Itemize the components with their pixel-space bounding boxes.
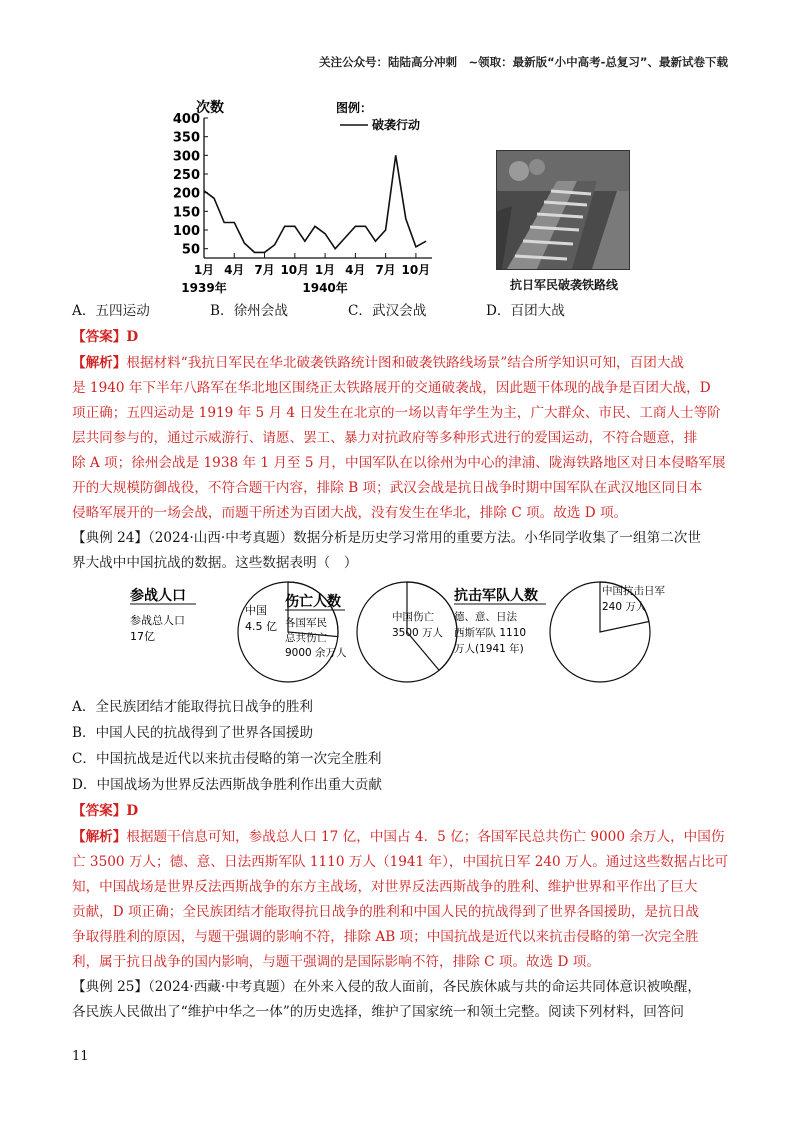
q23-choice-a[interactable]: A．五四运动 bbox=[72, 303, 150, 319]
pie3-slice-label-1: 中国抗击日军 bbox=[602, 585, 665, 597]
y-tick-label: 300 bbox=[172, 149, 200, 165]
y-tick-label: 250 bbox=[172, 168, 200, 183]
pie2-side-label-1: 各国军民 bbox=[285, 617, 327, 629]
q23-analysis-line: 项正确；五四运动是 1919 年 5 月 4 日发生在北京的一场以青年学生为主，广大群众、市民、工商人士等阶 bbox=[72, 405, 721, 421]
q24-choice-a[interactable]: A．全民族团结才能取得抗日战争的胜利 bbox=[72, 699, 313, 715]
pie2-slice-label-2: 3500 万人 bbox=[392, 627, 444, 639]
pie3-side-label-1: 德、意、日法 bbox=[454, 611, 517, 623]
pie1-slice-label-1: 中国 bbox=[245, 604, 267, 617]
pie2-side-label-2: 总共伤亡 bbox=[285, 632, 327, 644]
y-ticks bbox=[173, 112, 208, 258]
x-tick-label: 7月 bbox=[375, 263, 396, 277]
legend-title: 图例： bbox=[336, 101, 373, 115]
q25-stem-line: 各民族人民做出了“维护中华之一体”的历史选择，维护了国家统一和领土完整。阅读下列材料，回答问 bbox=[72, 1004, 685, 1020]
y-tick-label: 50 bbox=[181, 242, 200, 258]
q24-choice-c[interactable]: C．中国抗战是近代以来抗击侵略的第一次完全胜利 bbox=[72, 751, 382, 767]
x-tick-label: 7月 bbox=[254, 263, 275, 277]
y-axis-label: 次数 bbox=[196, 100, 224, 116]
railway-sabotage-photo bbox=[496, 150, 630, 270]
pie3-side-label-3: 万人(1941 年) bbox=[454, 643, 524, 655]
q23-analysis-line: 侵略军展开的一场会战，而题干所述为百团大战，没有发生在华北，排除 C 项。故选 D 项。 bbox=[72, 505, 628, 521]
y-tick-label: 100 bbox=[172, 224, 200, 239]
pie2-side-label-3: 9000 余万人 bbox=[285, 647, 347, 659]
q23-choice-c[interactable]: C．武汉会战 bbox=[348, 303, 427, 319]
x-ticks bbox=[181, 253, 430, 295]
pie-charts bbox=[120, 580, 700, 685]
q24-choice-b[interactable]: B．中国人民的抗战得到了世界各国援助 bbox=[72, 725, 314, 741]
x-tick-label: 4月 bbox=[345, 263, 366, 277]
x-tick-label: 10月 bbox=[280, 263, 310, 277]
x-year-label: 1939年 bbox=[181, 281, 227, 295]
q24-analysis-line: 知，中国战场是世界反法西斯战争的东方主战场，对世界反法西斯战争的胜利、维护世界和平作出了巨大 bbox=[72, 879, 698, 895]
q23-choice-b[interactable]: B．徐州会战 bbox=[210, 303, 288, 319]
q24-analysis-line: 争取得胜利的原因，与题干强调的影响不符，排除 AB 项；中国抗战是近代以来抗击侵略的第一次完全胜 bbox=[72, 929, 699, 945]
pie3-side-label-2: 西斯军队 1110 bbox=[454, 627, 527, 639]
q24-choice-d[interactable]: D．中国战场为世界反法西斯战争胜利作出重大贡献 bbox=[72, 777, 382, 793]
y-tick-label: 400 bbox=[172, 112, 200, 127]
q23-analysis-line: 开的大规模防御战役，不符合题干内容，排除 B 项；武汉会战是抗日战争时期中国军队在武汉地区同日本 bbox=[72, 480, 703, 496]
pie1-slice-label-2: 4.5 亿 bbox=[245, 620, 277, 633]
q24-analysis-line: 贡献，D 项正确；全民族团结才能取得抗日战争的胜利和中国人民的抗战得到了世界各国援助，是抗日战 bbox=[72, 904, 699, 920]
q24-answer: 【答案】D bbox=[72, 803, 139, 819]
y-tick-label: 200 bbox=[172, 186, 200, 202]
page-number: 11 bbox=[72, 1049, 89, 1064]
pie1-side-label-1: 参战总人口 bbox=[130, 614, 185, 627]
q23-analysis-line: 除 A 项；徐州会战是 1938 年 1 月至 5 月，中国军队在以徐州为中心的津浦、陇海铁路地区对日本侵略军展 bbox=[72, 455, 726, 471]
line-chart bbox=[160, 98, 450, 298]
q23-choices bbox=[72, 302, 565, 320]
q23-answer: 【答案】D bbox=[72, 329, 139, 345]
x-tick-label: 4月 bbox=[224, 263, 245, 277]
pie1-title: 参战人口 bbox=[130, 588, 186, 604]
photo-caption: 抗日军民破袭铁路线 bbox=[509, 278, 618, 292]
pie3-slice-label-2: 240 万人 bbox=[602, 601, 647, 613]
x-tick-label: 1月 bbox=[193, 263, 215, 277]
q23-analysis-line: 是 1940 年下半年八路军在华北地区围绕正太铁路展开的交通破袭战，因此题干体现的战争是百团大战，D bbox=[72, 380, 711, 396]
series-line-poxi bbox=[204, 155, 426, 252]
pie2-slice-label-1: 中国伤亡 bbox=[392, 611, 434, 623]
x-year-label: 1940年 bbox=[302, 281, 348, 295]
pie2-title: 伤亡人数 bbox=[285, 594, 341, 610]
pie3-title: 抗击军队人数 bbox=[454, 588, 538, 604]
x-tick-label: 1月 bbox=[314, 263, 336, 277]
pie1-side-label-2: 17亿 bbox=[130, 630, 155, 643]
q23-analysis-line: 层共同参与的，通过示威游行、请愿、罢工、暴力对抗政府等多种形式进行的爱国运动，不符合题意，排 bbox=[72, 430, 698, 446]
q24-analysis-line: 【解析】根据题干信息可知，参战总人口 17 亿，中国占 4．5 亿；各国军民总共伤亡 9000 余万人，中国伤 bbox=[72, 829, 725, 845]
q23-choice-d[interactable]: D．百团大战 bbox=[486, 303, 565, 319]
page-header: 关注公众号：陆陆高分冲刺 ~领取：最新版“小中高考-总复习”、最新试卷下载 bbox=[318, 55, 728, 69]
q24-stem-line: 界大战中中国抗战的数据。这些数据表明（ ） bbox=[72, 555, 358, 571]
legend-label: 破袭行动 bbox=[372, 118, 421, 132]
q24-stem-line: 【典例 24】（2024·山西·中考真题）数据分析是历史学习常用的重要方法。小华同学收集了一组第二次世 bbox=[72, 530, 701, 546]
q24-analysis-line: 利，属于抗日战争的国内影响，与题干强调的是国际影响不符，排除 C 项。故选 D 项。 bbox=[72, 954, 600, 970]
q23-analysis-line: 【解析】根据材料“我抗日军民在华北破袭铁路统计图和破袭铁路线场景”结合所学知识可知，百团大战 bbox=[72, 355, 685, 371]
x-tick-label: 10月 bbox=[401, 263, 431, 277]
y-tick-label: 350 bbox=[172, 130, 200, 146]
y-tick-label: 150 bbox=[172, 205, 200, 221]
q24-analysis-line: 亡 3500 万人；德、意、日法西斯军队 1110 万人（1941 年），中国抗日军 240 万人。通过这些数据占比可 bbox=[72, 854, 729, 870]
q25-stem-line: 【典例 25】（2024·西藏·中考真题）在外来入侵的敌人面前，各民族休戚与共的命运共同体意识被唤醒， bbox=[72, 979, 701, 995]
